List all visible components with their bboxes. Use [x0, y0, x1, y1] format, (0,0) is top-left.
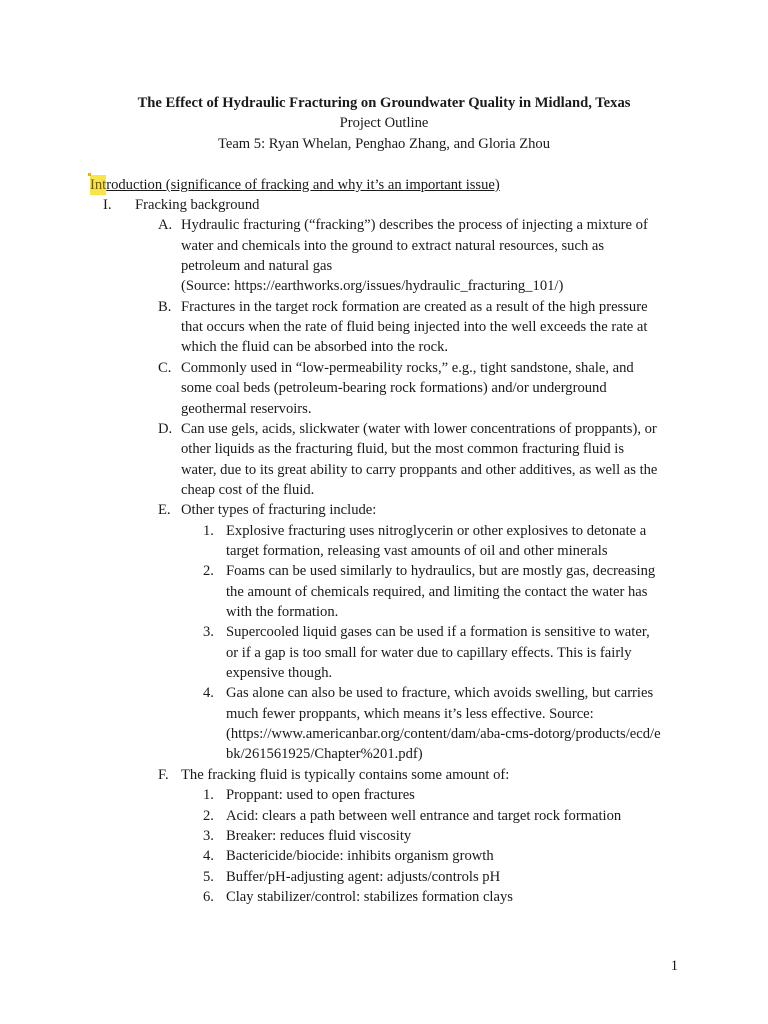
- list-text: Fractures in the target rock formation are created as a result of the high pressure: [181, 298, 648, 315]
- list-text: Proppant: used to open fractures: [226, 787, 415, 804]
- document-subtitle: Project Outline: [339, 115, 429, 131]
- list-text: (Source: https://earthworks.org/issues/hydraulic_fracturing_101/): [181, 278, 564, 295]
- list-text: Acid: clears a path between well entrance and target rock formation: [226, 807, 622, 824]
- list-label: 3.: [203, 827, 214, 844]
- list-text: Hydraulic fracturing (“fracking”) describes the process of injecting a mixture of: [181, 217, 648, 234]
- list-text: The fracking fluid is typically contains some amount of:: [181, 766, 510, 783]
- list-text: Buffer/pH-adjusting agent: adjusts/controls pH: [226, 868, 501, 885]
- list-label: E.: [158, 502, 171, 519]
- list-text: much fewer proppants, which means it’s less effective. Source:: [226, 705, 594, 722]
- list-label: 3.: [203, 624, 214, 641]
- list-text: or if a gap is too small for water due to capillary effects. This is fairly: [226, 644, 632, 661]
- list-label: A.: [158, 217, 173, 234]
- list-text: Commonly used in “low-permeability rocks,” e.g., tight sandstone, shale, and: [181, 359, 634, 376]
- list-text: bk/261561925/Chapter%201.pdf): [226, 746, 423, 763]
- list-label: 4.: [203, 848, 214, 865]
- list-text: Gas alone can also be used to fracture, which avoids swelling, but carries: [226, 685, 654, 702]
- list-label: B.: [158, 298, 172, 315]
- document-authors: Team 5: Ryan Whelan, Penghao Zhang, and Gloria Zhou: [217, 136, 551, 152]
- list-text: (https://www.americanbar.org/content/dam/aba-cms-dotorg/products/ecd/e: [226, 726, 661, 743]
- list-text: petroleum and natural gas: [181, 258, 333, 275]
- list-text: expensive though.: [226, 665, 333, 682]
- list-label: 2.: [203, 563, 214, 580]
- list-label: 6.: [203, 888, 214, 905]
- list-text: with the formation.: [226, 604, 339, 620]
- list-label: 1.: [203, 787, 214, 804]
- introduction-heading: [90, 175, 500, 195]
- list-text: Can use gels, acids, slickwater (water with lower concentrations of proppants), or: [181, 420, 657, 437]
- list-label: 2.: [203, 807, 214, 824]
- list-text: geothermal reservoirs.: [181, 400, 312, 417]
- list-label: C.: [158, 359, 172, 376]
- list-text: Explosive fracturing uses nitroglycerin or other explosives to detonate a: [226, 522, 647, 539]
- list-text: Clay stabilizer/control: stabilizes formation clays: [226, 888, 513, 905]
- list-text: which the fluid can be absorbed into the rock.: [181, 339, 449, 356]
- page-number: 1: [670, 958, 678, 974]
- list-text: water and chemicals into the ground to extract natural resources, such as: [181, 237, 605, 254]
- list-text: Other types of fracturing include:: [181, 502, 377, 519]
- list-text: target formation, releasing vast amounts of oil and other minerals: [226, 542, 608, 559]
- list-text: Fracking background: [135, 197, 260, 213]
- list-label: 5.: [203, 868, 214, 885]
- list-label: I.: [103, 197, 112, 213]
- introduction-highlight: Int: [90, 177, 107, 193]
- introduction-heading-text: roduction (significance of fracking and why it’s an important issue): [106, 177, 500, 193]
- list-text: some coal beds (petroleum-bearing rock formations) and/or underground: [181, 380, 607, 397]
- list-text: the amount of chemicals required, and limiting the contact the water has: [226, 583, 648, 600]
- list-text: Breaker: reduces fluid viscosity: [226, 827, 412, 844]
- list-text: cheap cost of the fluid.: [181, 481, 315, 498]
- list-text: that occurs when the rate of fluid being injected into the well exceeds the rate at: [181, 319, 648, 336]
- list-text: Foams can be used similarly to hydraulics, but are mostly gas, decreasing: [226, 563, 656, 580]
- list-label: 1.: [203, 522, 214, 539]
- list-text: water, due to its great ability to carry proppants and other additives, as well as the: [181, 461, 658, 478]
- list-text: other liquids as the fracturing fluid, but the most common fracturing fluid is: [181, 441, 624, 458]
- list-text: Bactericide/biocide: inhibits organism growth: [226, 848, 494, 865]
- list-label: D.: [158, 420, 173, 437]
- list-label: F.: [158, 766, 169, 783]
- document-title: The Effect of Hydraulic Fracturing on Groundwater Quality in Midland, Texas: [137, 95, 631, 111]
- list-text: Supercooled liquid gases can be used if a formation is sensitive to water,: [226, 624, 650, 641]
- list-label: 4.: [203, 685, 214, 702]
